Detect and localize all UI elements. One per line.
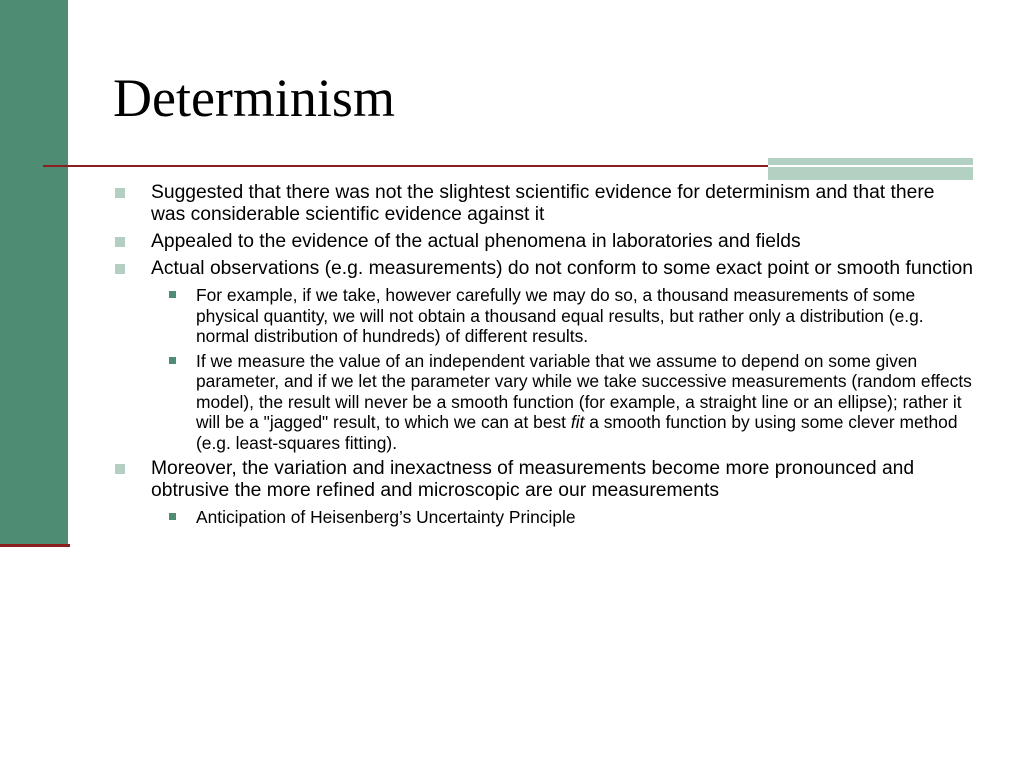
title-accent-block xyxy=(768,158,973,180)
sub-bullet-item xyxy=(113,351,973,454)
square-bullet-icon xyxy=(115,188,125,198)
accent-stripe xyxy=(768,165,973,167)
sub-bullet-list xyxy=(113,507,973,528)
bullet-item xyxy=(113,182,973,226)
sub-bullet-list xyxy=(113,285,973,453)
bullet-item xyxy=(113,231,973,253)
small-square-bullet-icon xyxy=(169,291,176,298)
sub-bullet-item xyxy=(113,285,973,347)
bullet-text: Actual observations (e.g. measurements) do not conform to some exact point or smooth function xyxy=(151,258,974,279)
slide-title: Determinism xyxy=(113,68,395,128)
sidebar-bottom-rule xyxy=(0,544,70,547)
bullet-text: Appealed to the evidence of the actual phenomena in laboratories and fields xyxy=(151,231,801,252)
sub-bullet-text: Anticipation of Heisenberg’s Uncertainty Principle xyxy=(196,507,576,527)
square-bullet-icon xyxy=(115,264,125,274)
slide-content xyxy=(113,182,973,533)
bullet-list xyxy=(113,182,973,528)
square-bullet-icon xyxy=(115,237,125,247)
bullet-text: Moreover, the variation and inexactness of measurements become more pronounced and obtrusive the more refined and microscopic are our measurements xyxy=(151,458,915,501)
bullet-text: Suggested that there was not the slightest scientific evidence for determinism and that there was considerable scientific evidence against it xyxy=(151,182,935,225)
sub-bullet-text xyxy=(196,351,972,453)
sub-bullet-text-part: If we measure the value of an independent variable that we assume to depend on some given parameter, and if we let the parameter vary while we take successive measurements (random effects model), the result will never be a smooth function (for example, a straight line or an ellipse); rather it will be a "jagged" result, to which we can at best xyxy=(196,350,972,432)
sub-bullet-item xyxy=(113,507,973,528)
italic-fit-word: fit xyxy=(570,412,585,432)
left-sidebar-bar xyxy=(0,0,68,545)
square-bullet-icon xyxy=(115,464,125,474)
sub-bullet-text-part: a smooth function by using some clever method (e.g. least-squares fitting). xyxy=(196,412,958,453)
sub-bullet-text: For example, if we take, however carefully we may do so, a thousand measurements of some physical quantity, we will not obtain a thousand equal results, but rather only a distribution (e.g. normal distribution of hundreds) of different results. xyxy=(196,285,924,346)
small-square-bullet-icon xyxy=(169,513,176,520)
small-square-bullet-icon xyxy=(169,357,176,364)
bullet-item xyxy=(113,458,973,528)
bullet-item xyxy=(113,258,973,453)
